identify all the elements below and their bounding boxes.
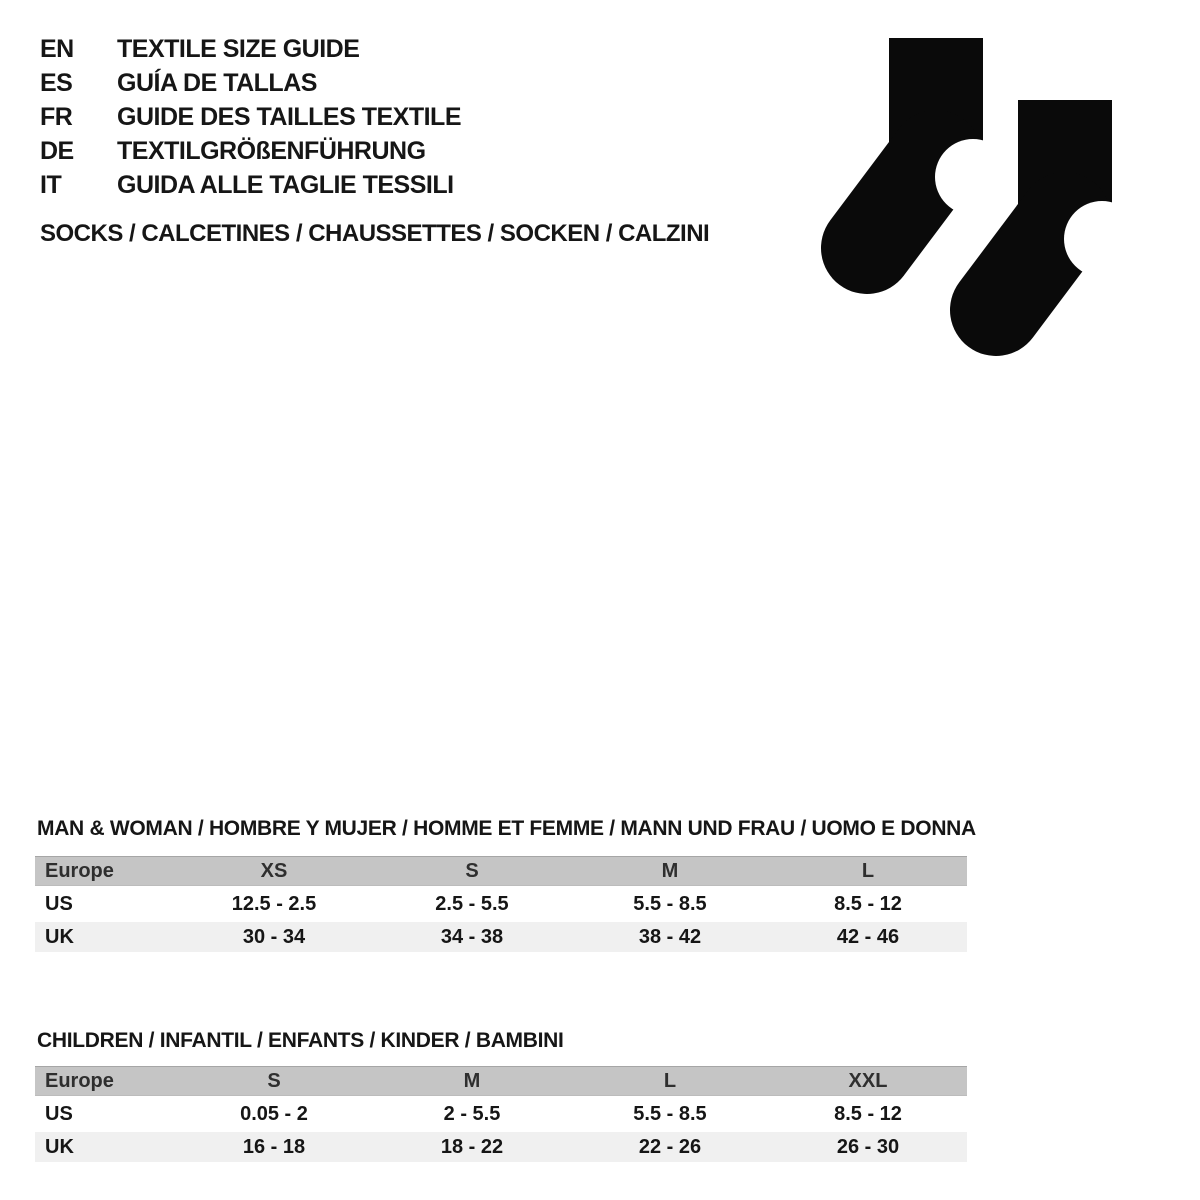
size-cell: 8.5 - 12: [834, 892, 902, 915]
row-label: UK: [45, 925, 74, 948]
column-header-size: M: [463, 1069, 481, 1092]
table-header-row: [35, 856, 967, 886]
size-cell: 38 - 42: [638, 925, 702, 948]
language-code: FR: [40, 103, 73, 131]
language-title: GUIDA ALLE TAGLIE TESSILI: [117, 171, 454, 199]
language-code: IT: [40, 171, 62, 199]
column-header-size: S: [465, 859, 479, 882]
size-cell: 5.5 - 8.5: [633, 1102, 707, 1125]
table-header-row: [35, 1066, 967, 1096]
column-header-size: S: [267, 1069, 281, 1092]
column-header-size: XS: [260, 859, 288, 882]
language-code: ES: [40, 69, 73, 97]
language-row-de: [40, 134, 461, 168]
language-title-list: [40, 32, 461, 202]
size-cell: 34 - 38: [440, 925, 504, 948]
language-row-es: [40, 66, 461, 100]
row-label: UK: [45, 1135, 74, 1158]
size-cell: 26 - 30: [836, 1135, 900, 1158]
size-cell: 2 - 5.5: [443, 1102, 501, 1125]
language-code: EN: [40, 35, 74, 63]
table-row-uk: [35, 922, 967, 952]
language-row-it: [40, 168, 461, 202]
size-cell: 42 - 46: [836, 925, 900, 948]
size-cell: 16 - 18: [242, 1135, 306, 1158]
table-title-children: CHILDREN / INFANTIL / ENFANTS / KINDER / BAMBINI: [37, 1029, 564, 1052]
column-header-region: Europe: [45, 1069, 114, 1092]
column-header-size: M: [661, 859, 679, 882]
size-cell: 22 - 26: [638, 1135, 702, 1158]
size-cell: 0.05 - 2: [240, 1102, 308, 1125]
size-cell: 5.5 - 8.5: [633, 892, 707, 915]
column-header-size: L: [663, 1069, 677, 1092]
table-title-adults: MAN & WOMAN / HOMBRE Y MUJER / HOMME ET FEMME / MANN UND FRAU / UOMO E DONNA: [37, 817, 976, 840]
column-header-size: XXL: [848, 1069, 888, 1092]
socks-icon: [810, 30, 1130, 360]
language-row-fr: [40, 100, 461, 134]
table-row-us: [35, 889, 967, 919]
category-line: SOCKS / CALCETINES / CHAUSSETTES / SOCKEN / CALZINI: [40, 220, 710, 247]
size-cell: 12.5 - 2.5: [231, 892, 317, 915]
language-title: GUÍA DE TALLAS: [117, 69, 317, 97]
size-cell: 18 - 22: [440, 1135, 504, 1158]
size-table-children: [35, 1066, 967, 1165]
language-title: TEXTILE SIZE GUIDE: [117, 35, 360, 63]
column-header-size: L: [861, 859, 875, 882]
size-cell: 2.5 - 5.5: [435, 892, 509, 915]
size-cell: 8.5 - 12: [834, 1102, 902, 1125]
table-row-us: [35, 1099, 967, 1129]
size-cell: 30 - 34: [242, 925, 306, 948]
size-table-adults: [35, 856, 967, 955]
row-label: US: [45, 892, 73, 915]
row-label: US: [45, 1102, 73, 1125]
column-header-region: Europe: [45, 859, 114, 882]
language-code: DE: [40, 137, 74, 165]
language-row-en: [40, 32, 461, 66]
language-title: GUIDE DES TAILLES TEXTILE: [117, 103, 462, 131]
table-row-uk: [35, 1132, 967, 1162]
language-title: TEXTILGRÖßENFÜHRUNG: [117, 137, 426, 165]
